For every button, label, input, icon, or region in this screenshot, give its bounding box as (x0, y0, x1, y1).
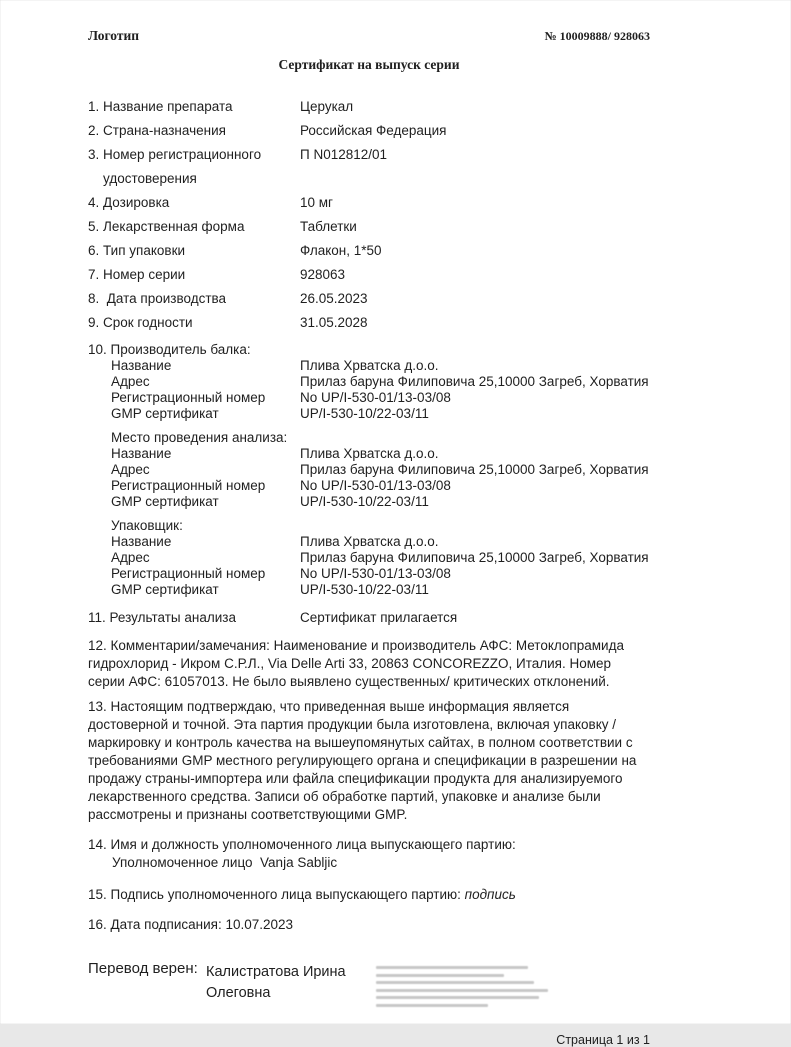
authorized-person-name: Уполномоченное лицо Vanja Sabljic (112, 855, 338, 870)
packager-block (88, 518, 650, 598)
field-value: 31.05.2028 (300, 315, 368, 330)
signature-label: 15. Подпись уполномоченного лица выпускающего партию: (88, 887, 465, 902)
sub-value: Плива Хрватска д.о.о. (300, 358, 439, 373)
logo-placeholder-text: Логотип (88, 28, 140, 43)
sub-value: UP/I-530-10/22-03/11 (300, 494, 429, 509)
signature-word: подпись (464, 887, 516, 902)
stamp-text-line (376, 1004, 488, 1007)
sub-value: UP/I-530-10/22-03/11 (300, 582, 429, 597)
field-label: 6. Тип упаковки (88, 243, 186, 258)
sub-value: UP/I-530-10/22-03/11 (300, 406, 429, 421)
sub-label: Название (111, 446, 172, 461)
gmp-confirmation-paragraph: 13. Настоящим подтверждаю, что приведенная выше информация является достоверной и точной. Эта партия продукции была изготовлена, включая упаковку / маркировку и контроль качества на вышеупомянутых сайтах, в полном соответствии с требованиями GMP местного регулирующего органа и спецификации в разрешении на продажу страны-импортера или файла спецификации продукта для анализируемого лекарственного средства. Записи об обработке партий, упаковке и анализе были рассмотрены и признаны соответствующими GMP. (88, 699, 637, 822)
sub-value: Плива Хрватска д.о.о. (300, 534, 439, 549)
stamp-text-line (376, 974, 504, 977)
packager-registration-row (111, 566, 650, 582)
authorized-person-heading: 14. Имя и должность уполномоченного лица выпускающего партию: (88, 837, 516, 852)
sub-value: No UP/I-530-01/13-03/08 (300, 566, 451, 581)
manufacturer-block (88, 358, 650, 422)
field-value: Флакон, 1*50 (300, 243, 382, 258)
stamp-text-line (376, 996, 539, 999)
field-row-dosage-form (88, 215, 650, 239)
page-indicator: Страница 1 из 1 (556, 1033, 650, 1047)
sub-label: Регистрационный номер (111, 566, 266, 581)
manufacturer-name-row (111, 358, 650, 374)
sub-value: Прилаз баруна Филиповича 25,10000 Загреб, Хорватия (300, 550, 649, 565)
sub-label: Регистрационный номер (111, 478, 266, 493)
field-value: П N012812/01 (300, 147, 388, 162)
sub-value: Плива Хрватска д.о.о. (300, 446, 439, 461)
analysis-site-address-row (111, 462, 650, 478)
sub-label: Адрес (111, 550, 150, 565)
sub-value: No UP/I-530-01/13-03/08 (300, 390, 451, 405)
analysis-site-registration-row (111, 478, 650, 494)
field-label: 11. Результаты анализа (88, 610, 236, 625)
field-row-drug-name (88, 95, 650, 119)
translator-stamp (376, 958, 551, 1011)
sub-value: Прилаз баруна Филиповича 25,10000 Загреб, Хорватия (300, 374, 649, 389)
field-row-batch-number (88, 263, 650, 287)
sub-label: Регистрационный номер (111, 390, 266, 405)
field-row-production-date (88, 287, 650, 311)
sub-value: Прилаз баруна Филиповича 25,10000 Загреб, Хорватия (300, 462, 649, 477)
field-label: 3. Номер регистрационного удостоверения (88, 147, 262, 186)
analysis-results-section (88, 606, 650, 630)
translator-name: Калистратова Ирина Олеговна (206, 964, 346, 1001)
field-label: 1. Название препарата (88, 99, 233, 114)
field-row-expiry-date (88, 311, 650, 335)
field-value: 26.05.2023 (300, 291, 368, 306)
field-value: Церукал (300, 99, 354, 114)
bulk-manufacturer-heading: 10. Производитель балка: (88, 342, 251, 357)
analysis-site-block (88, 430, 650, 510)
document-number: № 10009888/ 928063 (544, 29, 650, 43)
numbered-fields (88, 95, 650, 335)
packager-gmp-row (111, 582, 650, 598)
document-header (88, 28, 650, 44)
stamp-text-line (376, 981, 534, 984)
manufacturer-registration-row (111, 390, 650, 406)
stamp-text-line (376, 989, 548, 992)
field-label: 9. Срок годности (88, 315, 193, 330)
packager-name-row (111, 534, 650, 550)
sub-label: GMP сертификат (111, 582, 219, 597)
translation-attestation (88, 958, 650, 1011)
field-row-package-type (88, 239, 650, 263)
document-content (88, 28, 650, 1047)
translation-correct-label: Перевод верен: (88, 960, 198, 977)
analysis-site-title: Место проведения анализа: (111, 430, 288, 445)
field-label: 4. Дозировка (88, 195, 170, 210)
sub-label: Название (111, 358, 172, 373)
packager-title: Упаковщик: (111, 518, 183, 533)
field-label: 2. Страна-назначения (88, 123, 226, 138)
field-label: 5. Лекарственная форма (88, 219, 245, 234)
signature-line (88, 886, 650, 904)
authorized-person-section (88, 836, 650, 872)
signing-date-line: 16. Дата подписания: 10.07.2023 (88, 917, 294, 932)
analysis-site-gmp-row (111, 494, 650, 510)
sub-label: GMP сертификат (111, 406, 219, 421)
field-value: Российская Федерация (300, 123, 447, 138)
manufacturer-address-row (111, 374, 650, 390)
packager-address-row (111, 550, 650, 566)
sub-label: Адрес (111, 462, 150, 477)
stamp-text-line (376, 966, 528, 969)
analysis-site-name-row (111, 446, 650, 462)
sub-label: Название (111, 534, 172, 549)
field-label: 7. Номер серии (88, 267, 186, 282)
field-row-analysis-results (88, 606, 650, 630)
sub-value: No UP/I-530-01/13-03/08 (300, 478, 451, 493)
field-value: 10 мг (300, 195, 333, 210)
field-value: Сертификат прилагается (300, 610, 458, 625)
field-row-dosage (88, 191, 650, 215)
field-value: 928063 (300, 267, 346, 282)
sub-label: GMP сертификат (111, 494, 219, 509)
field-value: Таблетки (300, 219, 357, 234)
field-label: 8. Дата производства (88, 291, 227, 306)
document-title: Сертификат на выпуск серии (278, 57, 460, 72)
field-row-destination-country (88, 119, 650, 143)
sub-label: Адрес (111, 374, 150, 389)
field-row-registration-number (88, 143, 650, 191)
manufacturer-gmp-row (111, 406, 650, 422)
comments-paragraph: 12. Комментарии/замечания: Наименование и производитель АФС: Метоклопрамида гидрохлорид - Икром С.Р.Л., Via Delle Arti 33, 20863 CONCOREZZO, Италия. Номер серии АФС: 61057013. Не было выявлено существенных/ критических отклонений. (88, 638, 624, 689)
